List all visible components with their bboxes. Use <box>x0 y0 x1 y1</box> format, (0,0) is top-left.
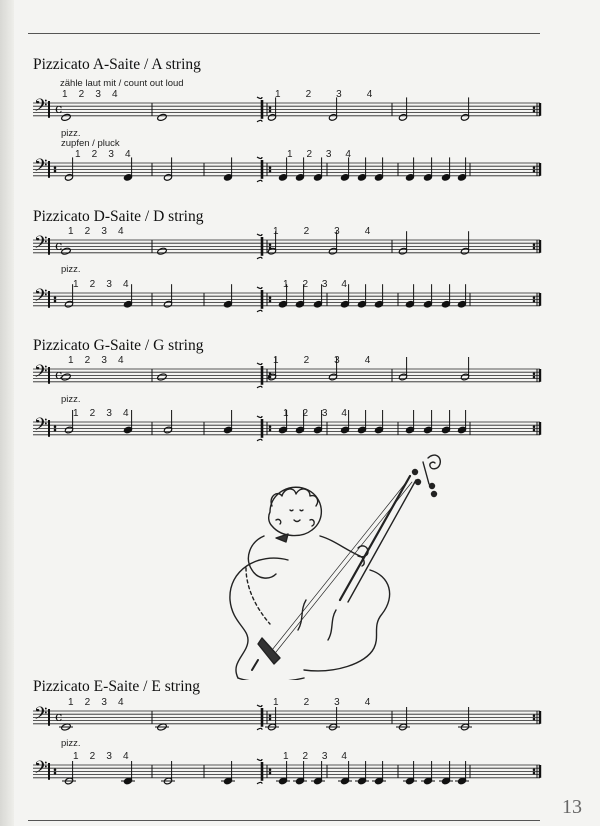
page-number: 13 <box>562 796 582 818</box>
section-title-e-string: Pizzicato E-Saite / E string <box>33 678 201 695</box>
repeat-dot <box>54 429 57 432</box>
repeat-bracket <box>257 234 262 236</box>
count-numbers: 1 2 3 4 <box>287 149 351 160</box>
count-numbers: 1 2 3 4 <box>275 89 373 100</box>
repeat-bracket <box>257 97 262 99</box>
repeat-dot <box>269 769 272 772</box>
repeat-dot <box>533 167 536 170</box>
note <box>157 247 167 255</box>
bass-clef-icon: 𝄢 <box>34 414 48 439</box>
repeat-dot <box>54 300 57 303</box>
section-title-g-string: Pizzicato G-Saite / G string <box>33 337 204 354</box>
count-numbers: 1 2 3 4 <box>75 149 131 160</box>
common-time-icon: c <box>55 102 63 117</box>
repeat-dot <box>269 110 272 113</box>
repeat-dot <box>533 297 536 300</box>
repeat-dot <box>533 718 536 721</box>
repeat-dot <box>533 426 536 429</box>
common-time-icon: c <box>55 710 63 725</box>
pizz-marking: pizz. <box>61 128 81 139</box>
repeat-bracket <box>257 257 262 259</box>
count-numbers: 1 2 3 4 <box>68 355 124 366</box>
repeat-bracket <box>257 287 262 289</box>
repeat-dot <box>54 769 57 772</box>
count-numbers: 1 2 3 4 <box>273 355 371 366</box>
count-numbers: 1 2 3 4 <box>73 279 129 290</box>
count-hint: zähle laut mit / count out loud <box>60 78 184 89</box>
repeat-dot <box>269 297 272 300</box>
repeat-dot <box>533 244 536 247</box>
repeat-bracket <box>257 310 262 312</box>
count-numbers: 1 2 3 4 <box>283 408 347 419</box>
repeat-bracket <box>257 180 262 182</box>
common-time-icon: c <box>55 368 63 383</box>
repeat-dot <box>533 170 536 173</box>
double-bass-player-illustration <box>210 450 450 680</box>
bass-clef-icon: 𝄢 <box>34 361 48 386</box>
count-numbers: 1 2 3 4 <box>283 279 347 290</box>
repeat-dot <box>269 170 272 173</box>
repeat-dot <box>533 429 536 432</box>
repeat-dot <box>269 244 272 247</box>
repeat-dot <box>269 426 272 429</box>
count-numbers: 1 2 3 4 <box>73 751 129 762</box>
bass-clef-icon: 𝄢 <box>34 232 48 257</box>
repeat-dot <box>269 715 272 718</box>
count-numbers: 1 2 3 4 <box>73 408 129 419</box>
note <box>61 113 71 121</box>
count-numbers: 1 2 3 4 <box>68 226 124 237</box>
repeat-dot <box>269 429 272 432</box>
repeat-bracket <box>257 416 262 418</box>
repeat-bracket <box>257 363 262 365</box>
section-title-d-string: Pizzicato D-Saite / D string <box>33 208 204 225</box>
bottom-rule <box>28 820 540 821</box>
repeat-dot <box>533 376 536 379</box>
bass-clef-icon: 𝄢 <box>34 757 48 782</box>
repeat-bracket <box>257 705 262 707</box>
repeat-dot <box>269 772 272 775</box>
section-title-a-string: Pizzicato A-Saite / A string <box>33 56 201 73</box>
note <box>61 247 71 255</box>
repeat-dot <box>269 300 272 303</box>
repeat-dot <box>269 167 272 170</box>
repeat-bracket <box>257 759 262 761</box>
repeat-dot <box>54 297 57 300</box>
repeat-bracket <box>257 120 262 122</box>
count-numbers: 1 2 3 4 <box>273 226 371 237</box>
repeat-dot <box>533 247 536 250</box>
repeat-dot <box>533 715 536 718</box>
repeat-dot <box>54 772 57 775</box>
count-numbers: 1 2 3 4 <box>273 697 371 708</box>
count-numbers: 1 2 3 4 <box>283 751 347 762</box>
bass-clef-icon: 𝄢 <box>34 95 48 120</box>
repeat-bracket <box>257 439 262 441</box>
note <box>157 373 167 381</box>
repeat-dot <box>54 167 57 170</box>
bass-clef-icon: 𝄢 <box>34 155 48 180</box>
pizz-marking: pizz. <box>61 394 81 405</box>
repeat-dot <box>533 107 536 110</box>
repeat-dot <box>533 373 536 376</box>
repeat-dot <box>54 426 57 429</box>
repeat-bracket <box>257 157 262 159</box>
repeat-dot <box>533 769 536 772</box>
count-numbers: 1 2 3 4 <box>68 697 124 708</box>
note <box>157 113 167 121</box>
pizz-marking: pizz. <box>61 264 81 275</box>
repeat-dot <box>533 772 536 775</box>
repeat-dot <box>533 110 536 113</box>
repeat-dot <box>54 170 57 173</box>
repeat-bracket <box>257 782 262 784</box>
repeat-dot <box>269 718 272 721</box>
repeat-dot <box>269 107 272 110</box>
bass-clef-icon: 𝄢 <box>34 703 48 728</box>
repeat-bracket <box>257 386 262 388</box>
repeat-bracket <box>257 728 262 730</box>
bass-clef-icon: 𝄢 <box>34 285 48 310</box>
note <box>61 373 71 381</box>
repeat-dot <box>533 300 536 303</box>
count-numbers: 1 2 3 4 <box>62 89 118 100</box>
pizz-marking: pizz. <box>61 738 81 749</box>
common-time-icon: c <box>55 239 63 254</box>
pluck-hint: zupfen / pluck <box>61 138 120 149</box>
